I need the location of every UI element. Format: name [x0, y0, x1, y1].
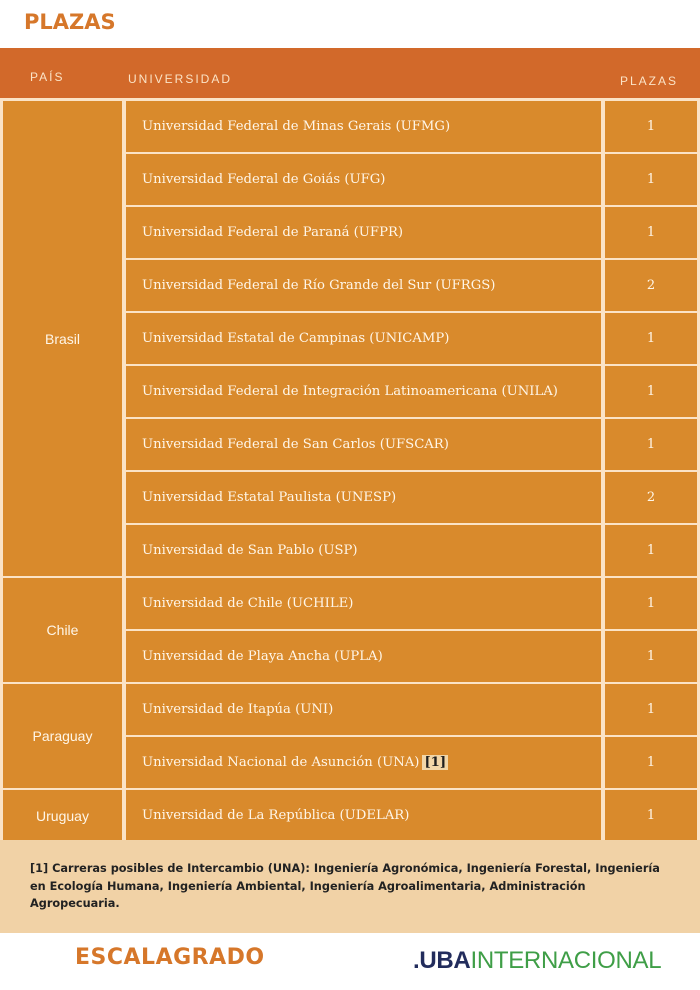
country-cell: Chile: [3, 578, 122, 682]
escalagrado-logo: ESCALAGRADO: [75, 945, 265, 970]
plazas-value: 1: [605, 790, 697, 841]
university-name: Universidad Estatal Paulista (UNESP): [142, 490, 397, 505]
university-name: Universidad Federal de San Carlos (UFSCAR): [142, 437, 449, 452]
university-name: Universidad de Playa Ancha (UPLA): [142, 649, 383, 664]
country-cell: Paraguay: [3, 684, 122, 788]
university-name: Universidad de La República (UDELAR): [142, 808, 410, 823]
table-row: [126, 101, 601, 152]
table-row: [126, 578, 601, 629]
table-row: [126, 684, 601, 735]
table-row: [126, 366, 601, 417]
plazas-value: 1: [605, 207, 697, 258]
country-cell: Brasil: [3, 101, 122, 576]
table-row: [126, 313, 601, 364]
plazas-value: 1: [605, 578, 697, 629]
plazas-value: 2: [605, 260, 697, 311]
table-row: [126, 207, 601, 258]
table-row: [126, 790, 601, 841]
table-row: [126, 472, 601, 523]
plazas-value: 1: [605, 684, 697, 735]
table-row: [126, 154, 601, 205]
table-row: [126, 525, 601, 576]
plazas-value: 1: [605, 525, 697, 576]
university-name: Universidad Estatal de Campinas (UNICAMP): [142, 331, 450, 346]
university-name: Universidad Federal de Integración Latinoamericana (UNILA): [142, 384, 558, 399]
table-row: [126, 260, 601, 311]
country-cell: Uruguay: [3, 790, 122, 841]
university-name: Universidad Federal de Minas Gerais (UFMG): [142, 119, 451, 134]
header-country: PAÍS: [30, 70, 65, 84]
plazas-value: 1: [605, 737, 697, 788]
table-row: [126, 631, 601, 682]
footnote-box: [0, 840, 700, 933]
plazas-value: 1: [605, 154, 697, 205]
university-name: Universidad Federal de Goiás (UFG): [142, 172, 386, 187]
plazas-value: 1: [605, 631, 697, 682]
university-name: Universidad de Itapúa (UNI): [142, 702, 334, 717]
uba-internacional-logo: [413, 947, 661, 975]
page-title: PLAZAS: [24, 10, 116, 34]
plazas-table: [0, 98, 700, 840]
header-university: UNIVERSIDAD: [128, 72, 233, 86]
footnote-reference: [1]: [424, 755, 447, 770]
plazas-value: 1: [605, 419, 697, 470]
table-header: [0, 48, 700, 98]
plazas-value: 1: [605, 313, 697, 364]
plazas-value: 1: [605, 366, 697, 417]
university-name: Universidad Federal de Paraná (UFPR): [142, 225, 404, 240]
header-plazas: PLAZAS: [620, 74, 679, 88]
university-name: Universidad Nacional de Asunción (UNA): [142, 755, 420, 770]
footnote-text: [1] Carreras posibles de Intercambio (UNA): Ingeniería Agronómica, Ingeniería Forestal, Ingeniería en Ecología Humana, Ingeniería Ambiental, Ingeniería Agroalimentaria, Administración Agropecuaria.: [30, 862, 660, 910]
university-name: Universidad Federal de Río Grande del Sur (UFRGS): [142, 278, 496, 293]
plazas-value: 1: [605, 101, 697, 152]
uba-logo-text: .UBA: [413, 947, 471, 974]
table-row: [126, 419, 601, 470]
table-row: [126, 737, 601, 788]
plazas-value: 2: [605, 472, 697, 523]
university-name: Universidad de Chile (UCHILE): [142, 596, 354, 611]
internacional-logo-text: INTERNACIONAL: [470, 947, 662, 974]
university-name: Universidad de San Pablo (USP): [142, 543, 358, 558]
